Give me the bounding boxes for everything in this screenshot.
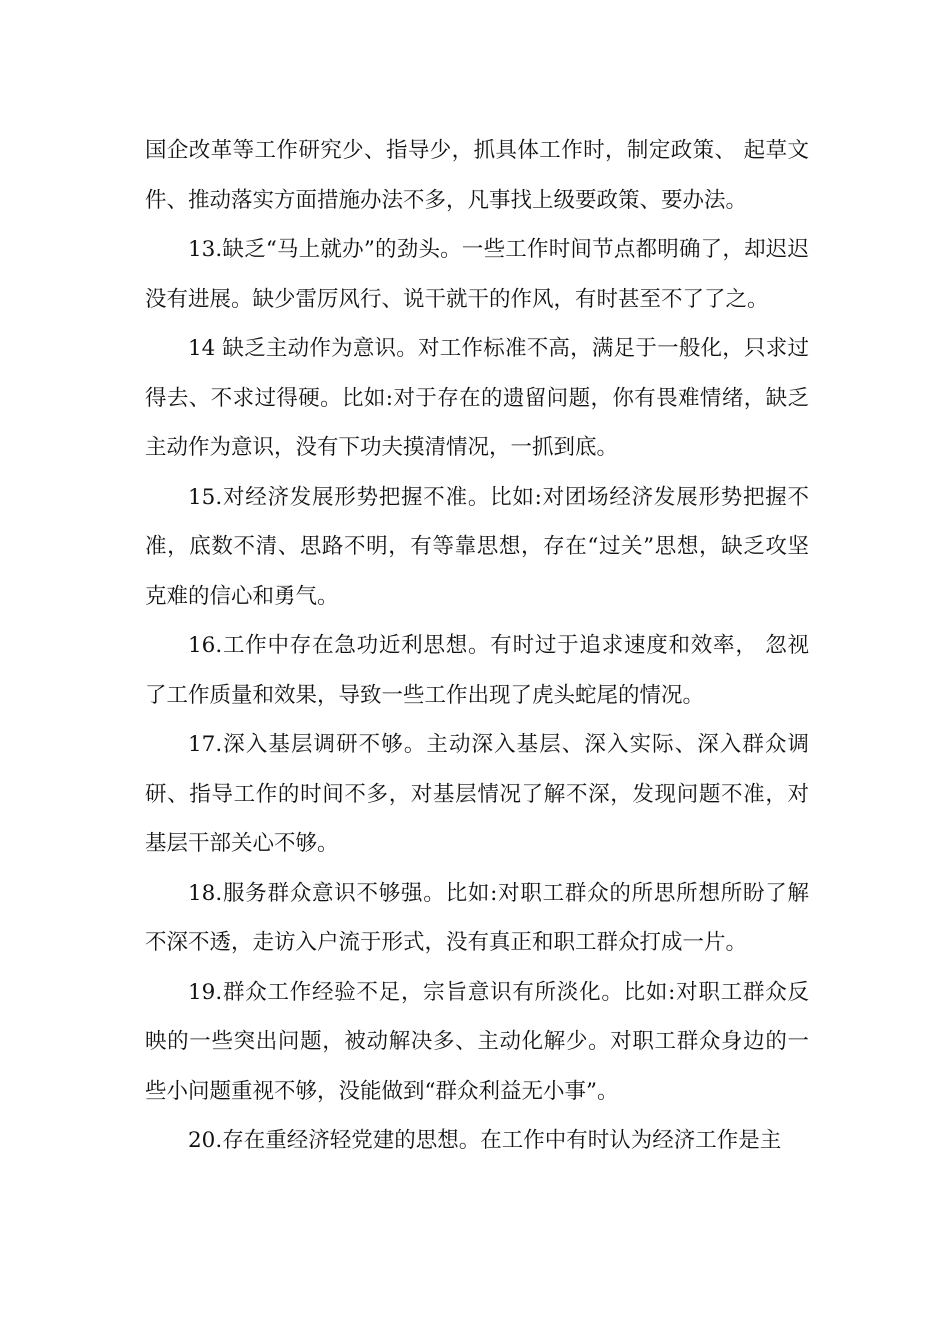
document-body	[145, 126, 809, 1166]
paragraph-item-13: 13.缺乏“马上就办”的劲头。一些工作时间节点都明确了，却迟迟没有进展。缺少雷厉风行、说干就干的作风，有时甚至不了了之。	[145, 237, 809, 312]
paragraph-item-17: 17.深入基层调研不够。主动深入基层、深入实际、深入群众调研、指导工作的时间不多，对基层情况了解不深，发现问题不准，对基层干部关心不够。	[145, 732, 809, 856]
paragraph-item-16: 16.工作中存在急功近利思想。有时过于追求速度和效率， 忽视了工作质量和效果，导致一些工作出现了虎头蛇尾的情况。	[145, 633, 809, 708]
paragraph-item-14: 14 缺乏主动作为意识。对工作标准不高，满足于一般化，只求过得去、不求过得硬。比如:对于存在的遗留问题，你有畏难情绪，缺乏主动作为意识，没有下功夫摸清情况，一抓到底。	[145, 336, 809, 460]
paragraph-item-20: 20.存在重经济轻党建的思想。在工作中有时认为经济工作是主	[188, 1128, 782, 1153]
paragraph-item-19: 19.群众工作经验不足，宗旨意识有所淡化。比如:对职工群众反映的一些突出问题，被动解决多、主动化解少。对职工群众身边的一些小问题重视不够，没能做到“群众利益无小事”。	[145, 979, 809, 1104]
paragraph-continuation: 国企改革等工作研究少、指导少，抓具体工作时，制定政策、 起草文件、推动落实方面措施办法不多，凡事找上级要政策、要办法。	[145, 138, 809, 213]
paragraph-item-18: 18.服务群众意识不够强。比如:对职工群众的所思所想所盼了解不深不透，走访入户流于形式，没有真正和职工群众打成一片。	[145, 880, 809, 955]
paragraph-item-15: 15.对经济发展形势把握不准。比如:对团场经济发展形势把握不准，底数不清、思路不明，有等靠思想，存在“过关”思想，缺乏攻坚克难的信心和勇气。	[145, 484, 809, 609]
